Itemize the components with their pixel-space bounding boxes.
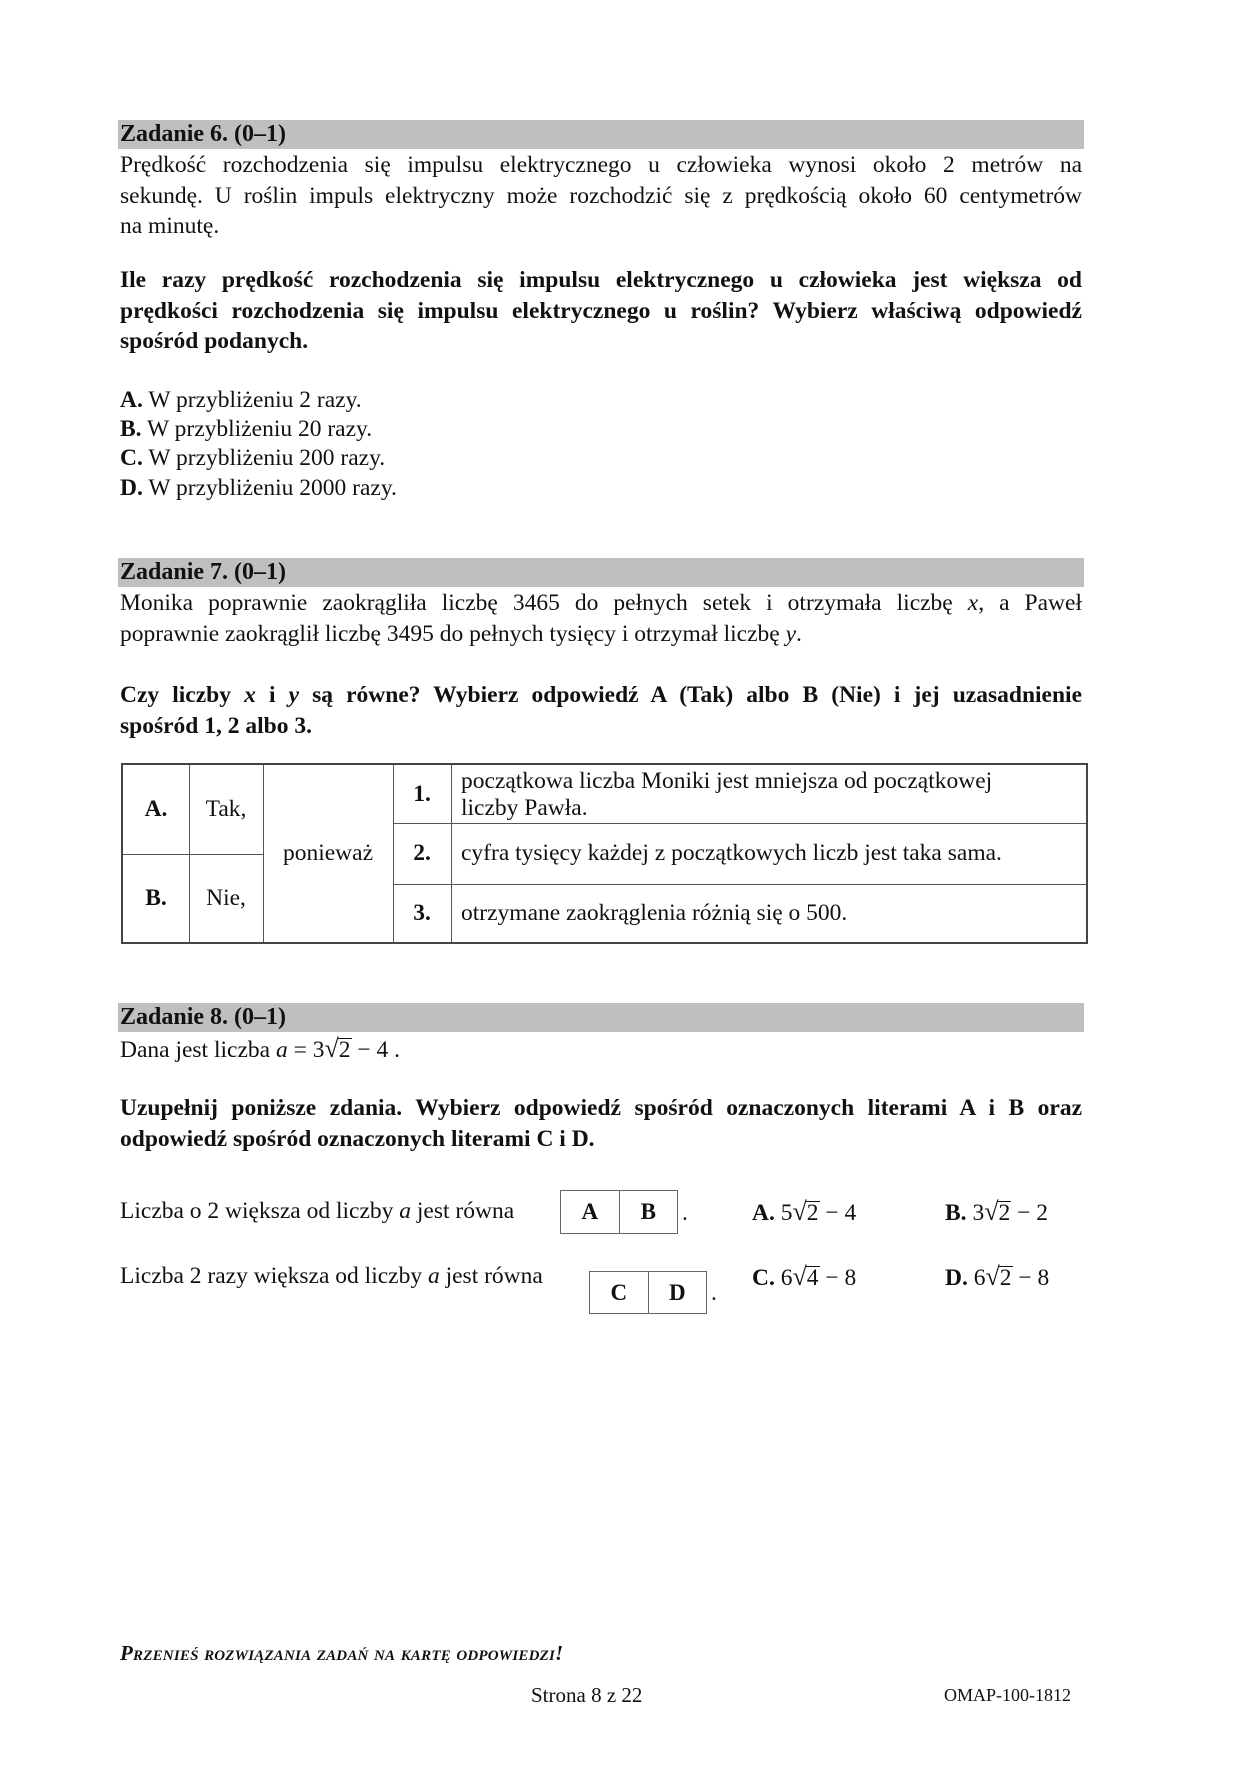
reason-3-number[interactable]: 3. <box>413 899 431 926</box>
task-8-header <box>118 1003 1084 1032</box>
box-option-d[interactable]: D <box>648 1272 707 1313</box>
reason-1-line: początkowa liczba Moniki jest mniejsza od początkowej <box>461 768 993 794</box>
answer-a-text[interactable]: Tak, <box>205 796 247 822</box>
answer-b-letter[interactable]: B. <box>145 884 167 911</box>
text: są równe? Wybierz odpowiedź A (Tak) albo B (Nie) i jej uzasadnienie <box>299 682 1083 708</box>
variable-a: a <box>399 1198 412 1224</box>
task-8-question-line: odpowiedź spośród oznaczonych literami C i D. <box>120 1125 595 1152</box>
variable-x: x <box>244 682 256 708</box>
task-7-answer-table <box>121 763 1088 944</box>
task-7-intro-line <box>120 619 1082 650</box>
choice-letter: C. <box>752 1265 775 1291</box>
text: Czy liczby <box>120 682 245 708</box>
reason-2-text[interactable]: cyfra tysięcy każdej z początkowych liczb jest taka sama. <box>461 840 1002 866</box>
variable-x: x <box>967 590 979 616</box>
radicand: 4 <box>806 1265 819 1291</box>
task-8-question-line: Uzupełnij poniższe zdania. Wybierz odpowiedź spośród oznaczonych literami A i B oraz <box>120 1095 1082 1121</box>
task-7-title: Zadanie 7. (0–1) <box>120 559 287 585</box>
box-option-b[interactable]: B <box>619 1191 678 1233</box>
task-8-sentence-2 <box>120 1261 543 1291</box>
choice-a[interactable] <box>752 1197 856 1228</box>
task-7-intro-line <box>120 588 1082 619</box>
reason-3-text[interactable]: otrzymane zaokrąglenia różnią się o 500. <box>461 899 848 926</box>
radicand: 2 <box>998 1200 1011 1226</box>
text: i <box>255 682 289 708</box>
variable-a: a <box>275 1037 288 1063</box>
task-8-question <box>120 1093 1082 1154</box>
option-letter: C. <box>120 445 143 471</box>
choice-letter: A. <box>752 1200 775 1226</box>
task-8-given <box>120 1034 400 1065</box>
coefficient: 3 <box>972 1200 985 1226</box>
reason-1-number[interactable]: 1. <box>413 780 431 807</box>
task-7-header <box>118 558 1084 587</box>
sentence-1-period: . <box>682 1200 688 1226</box>
answer-box-ab <box>560 1190 678 1234</box>
option-text: W przybliżeniu 20 razy. <box>147 416 373 442</box>
radicand: 2 <box>999 1265 1012 1291</box>
option-letter: D. <box>120 475 143 501</box>
task-7-intro <box>120 588 1082 649</box>
answer-a-letter[interactable]: A. <box>144 796 168 822</box>
text: − 4 . <box>351 1037 401 1063</box>
option-text: W przybliżeniu 2 razy. <box>148 387 362 413</box>
task-6-intro-line: na minutę. <box>120 213 220 239</box>
task-6-question-line: spośród podanych. <box>120 328 309 354</box>
text: = 3 <box>287 1037 325 1063</box>
sqrt-icon: √ <box>984 1197 999 1226</box>
text: poprawnie zaokrąglił liczbę 3495 do pełnych tysięcy i otrzymał liczbę <box>120 620 786 647</box>
choice-letter: D. <box>945 1265 968 1291</box>
divider <box>451 765 452 942</box>
task-6-option-d[interactable] <box>120 473 397 503</box>
sqrt-icon: √ <box>792 1197 807 1226</box>
footer-instruction: Przenieś rozwiązania zadań na kartę odpowiedzi! <box>120 1641 564 1665</box>
text: Monika poprawnie zaokrągliła liczbę 3465 do pełnych setek i otrzymała liczbę <box>120 590 968 616</box>
task-6-header <box>118 120 1084 149</box>
text: − 8 <box>819 1265 857 1291</box>
variable-y: y <box>785 620 797 647</box>
task-7-question-line <box>120 680 1082 711</box>
option-text: W przybliżeniu 2000 razy. <box>148 475 397 501</box>
task-6-title: Zadanie 6. (0–1) <box>120 121 287 147</box>
task-6-intro-line: sekundę. U roślin impuls elektryczny może rozchodzić się z prędkością około 60 centymetrów <box>120 182 1082 209</box>
text: − 8 <box>1012 1265 1050 1291</box>
choice-c[interactable] <box>752 1262 856 1293</box>
coefficient: 6 <box>973 1265 986 1291</box>
sqrt-icon: √ <box>985 1262 1000 1291</box>
task-6-question <box>120 265 1082 357</box>
radicand: 2 <box>806 1200 819 1226</box>
text: . <box>796 620 802 647</box>
task-6-intro <box>120 150 1082 242</box>
variable-a: a <box>427 1263 440 1289</box>
task-8-title: Zadanie 8. (0–1) <box>120 1004 287 1030</box>
task-6-option-a[interactable] <box>120 385 362 415</box>
option-letter: A. <box>120 387 143 413</box>
text: , a Paweł <box>978 590 1082 616</box>
choice-b[interactable] <box>945 1197 1048 1228</box>
choice-letter: B. <box>945 1200 967 1226</box>
task-6-intro-line: Prędkość rozchodzenia się impulsu elektrycznego u człowieka wynosi około 2 metrów na <box>120 152 1082 178</box>
text: Dana jest liczba <box>120 1037 276 1063</box>
task-7-question-line: spośród 1, 2 albo 3. <box>120 712 312 739</box>
text: jest równa <box>411 1198 515 1224</box>
reason-1-line: liczby Pawła. <box>461 795 588 821</box>
exam-code: OMAP-100-1812 <box>944 1685 1072 1705</box>
task-8-sentence-1 <box>120 1196 514 1226</box>
text: Liczba o 2 większa od liczby <box>120 1198 400 1224</box>
page-number: Strona 8 z 22 <box>531 1683 643 1707</box>
box-option-a[interactable]: A <box>581 1199 599 1224</box>
connector-text: ponieważ <box>282 840 374 866</box>
text: − 4 <box>819 1200 857 1226</box>
reason-2-number[interactable]: 2. <box>413 840 431 866</box>
text: Liczba 2 razy większa od liczby <box>120 1263 428 1289</box>
text: jest równa <box>439 1263 543 1289</box>
sqrt-icon: √ <box>792 1262 807 1291</box>
task-6-option-b[interactable] <box>120 414 372 444</box>
coefficient: 6 <box>780 1265 793 1291</box>
task-6-question-line: prędkości rozchodzenia się impulsu elektrycznego u roślin? Wybierz właściwą odpowiedź <box>120 297 1082 324</box>
sentence-2-period: . <box>711 1280 717 1306</box>
answer-box-cd <box>589 1271 707 1314</box>
choice-d[interactable] <box>945 1262 1049 1293</box>
radicand: 2 <box>338 1037 351 1063</box>
task-7-question <box>120 680 1082 741</box>
option-text: W przybliżeniu 200 razy. <box>148 445 386 471</box>
sqrt-icon: √ <box>324 1034 339 1063</box>
answer-b-text[interactable]: Nie, <box>206 884 246 911</box>
option-letter: B. <box>120 416 142 442</box>
text: − 2 <box>1011 1200 1048 1226</box>
coefficient: 5 <box>780 1200 793 1226</box>
variable-y: y <box>288 682 300 708</box>
reason-1-text[interactable] <box>461 765 1081 823</box>
task-6-option-c[interactable] <box>120 443 385 473</box>
box-option-c[interactable]: C <box>610 1279 628 1305</box>
task-6-question-line: Ile razy prędkość rozchodzenia się impulsu elektrycznego u człowieka jest większa od <box>120 267 1082 293</box>
